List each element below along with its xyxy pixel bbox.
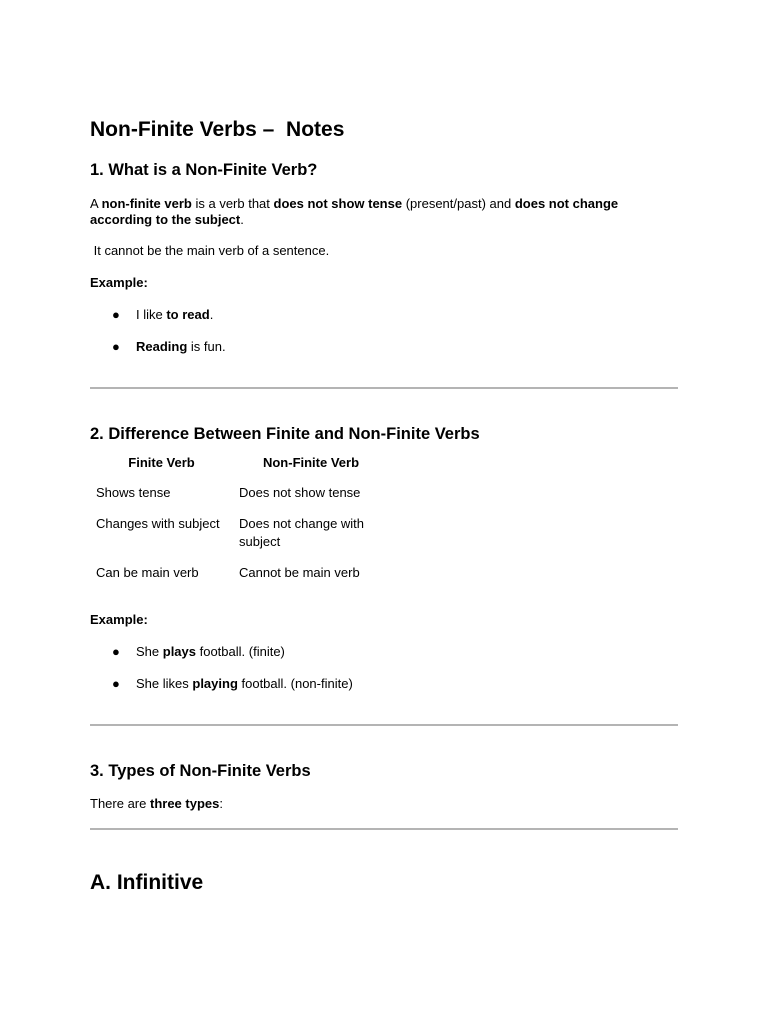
note-paragraph: It cannot be the main verb of a sentence. (90, 243, 330, 258)
bullet-icon: ● (112, 644, 120, 659)
section-3-heading: 3. Types of Non-Finite Verbs (90, 762, 311, 780)
bold-text: non-finite verb (101, 196, 192, 211)
table-cell: Cannot be main verb (239, 565, 360, 580)
section-2-heading: 2. Difference Between Finite and Non-Finite Verbs (90, 425, 480, 443)
list-item (112, 307, 213, 323)
example-label-2: Example: (90, 612, 148, 627)
bold-text: does not change according to the subject (90, 196, 619, 227)
table-header-row (90, 448, 389, 478)
list-item (112, 676, 353, 692)
divider (90, 724, 678, 726)
bold-text: does not show tense (273, 196, 403, 211)
table-header-finite: Finite Verb (128, 455, 195, 470)
definition-paragraph: A non-finite verb is a verb that does not show tense (present/past) and does not change according to the subject. (90, 196, 619, 227)
section-1-heading: 1. What is a Non-Finite Verb? (90, 161, 318, 179)
page-title: Non-Finite Verbs – Notes (90, 118, 345, 141)
bold-text: playing (192, 676, 238, 691)
list-item-text: Reading is fun. (136, 339, 226, 354)
table-cell: Does not change with subject (239, 516, 365, 549)
table-cell: Shows tense (96, 485, 171, 500)
types-intro-paragraph: There are three types: (90, 796, 223, 811)
list-item (112, 339, 226, 355)
section-a-heading: A. Infinitive (90, 871, 204, 894)
bullet-icon: ● (112, 676, 120, 691)
bold-text: to read (166, 307, 210, 322)
bullet-icon: ● (112, 307, 120, 322)
table-row (90, 509, 389, 558)
table-row (90, 558, 389, 589)
list-item-text: I like to read. (136, 307, 214, 322)
divider (90, 387, 678, 389)
bullet-icon: ● (112, 339, 120, 354)
table-cell: Can be main verb (96, 565, 199, 580)
divider (90, 828, 678, 830)
table-header-non-finite: Non-Finite Verb (262, 455, 360, 470)
list-item-text: She likes playing football. (non-finite) (136, 676, 353, 691)
bold-text: plays (162, 644, 196, 659)
list-item (112, 644, 285, 660)
bold-text: three types (149, 796, 220, 811)
table-cell: Does not show tense (239, 485, 361, 500)
bold-text: Reading (136, 339, 188, 354)
example-label-1: Example: (90, 275, 148, 290)
comparison-table (90, 448, 389, 589)
list-item-text: She plays football. (finite) (136, 644, 285, 659)
table-row (90, 478, 389, 509)
table-cell: Changes with subject (96, 516, 220, 531)
